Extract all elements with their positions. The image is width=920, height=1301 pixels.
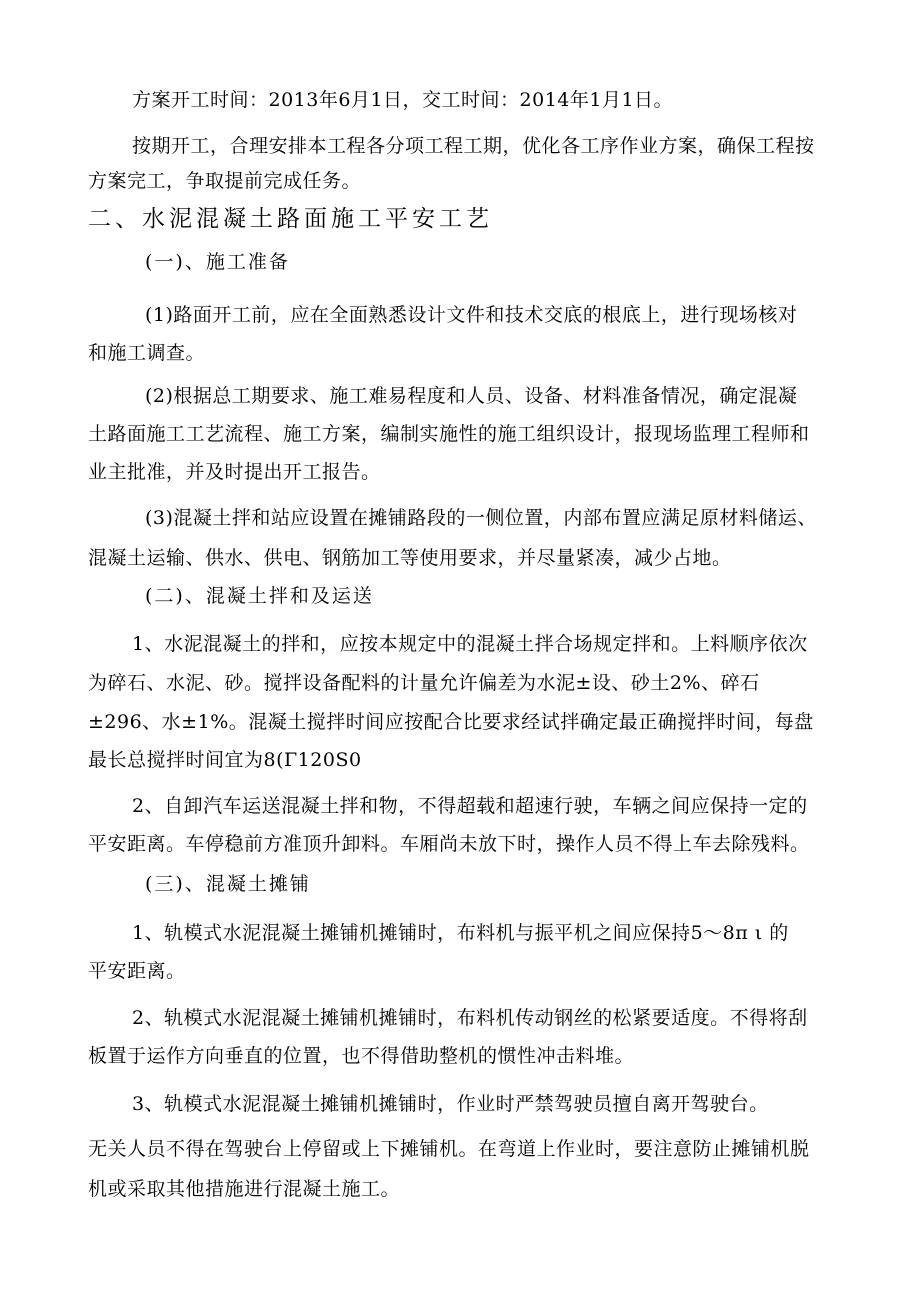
paragraph-line: 平安距离。 [88, 960, 186, 982]
paragraph-line: 2、自卸汽车运送混凝土拌和物，不得超载和超速行驶，车辆之间应保持一定的 [132, 795, 808, 817]
paragraph-line: 板置于运作方向垂直的位置，也不得借助整机的惯性冲击料堆。 [88, 1045, 635, 1067]
paragraph-line: 2、轨模式水泥混凝土摊铺机摊铺时，布料机传动钢丝的松紧要适度。不得将刮 [132, 1007, 808, 1029]
subsection-heading: (一)、施工准备 [145, 251, 290, 273]
paragraph-line: (2)根据总工期要求、施工难易程度和人员、设备、材料准备情况，确定混凝 [145, 385, 798, 407]
subsection-heading: (二)、混凝土拌和及运送 [145, 585, 374, 607]
paragraph-line: 和施工调查。 [88, 342, 206, 364]
paragraph-line: 3、轨模式水泥混凝土摊铺机摊铺时，作业时严禁驾驶员擅自离开驾驶台。 [132, 1093, 769, 1115]
paragraph-line: 机或采取其他措施进行混凝土施工。 [88, 1178, 401, 1200]
paragraph-line: 业主批准，并及时提出开工报告。 [88, 461, 381, 483]
paragraph-line: 1、水泥混凝土的拌和，应按本规定中的混凝土拌合场规定拌和。上料顺序依次 [132, 633, 808, 655]
schedule-line: 方案开工时间：2013年6月1日，交工时间：2014年1月1日。 [132, 89, 674, 111]
paragraph-line: 土路面施工工艺流程、施工方案，编制实施性的施工组织设计，报现场监理工程师和 [88, 423, 810, 445]
section-heading: 二、水泥混凝土路面施工平安工艺 [88, 206, 493, 232]
paragraph-line: ±296、水±1%。混凝土搅拌时间应按配合比要求经试拌确定最正确搅拌时间，每盘 [88, 711, 814, 733]
subsection-heading: (三)、混凝土摊铺 [145, 873, 311, 895]
paragraph-line: 混凝土运输、供水、供电、钢筋加工等使用要求，并尽量紧凑，减少占地。 [88, 547, 732, 569]
paragraph-line: 平安距离。车停稳前方准顶升卸料。车厢尚未放下时，操作人员不得上车去除残料。 [88, 833, 810, 855]
paragraph-line: (1)路面开工前，应在全面熟悉设计文件和技术交底的根底上，进行现场核对 [145, 304, 798, 326]
paragraph-line: 1、轨模式水泥混凝土摊铺机摊铺时，布料机与振平机之间应保持5～8π ι 的 [132, 922, 789, 944]
paragraph-line: (3)混凝土拌和站应设置在摊铺路段的一侧位置，内部布置应满足原材料储运、 [145, 507, 817, 529]
paragraph-line: 无关人员不得在驾驶台上停留或上下摊铺机。在弯道上作业时，要注意防止摊铺机脱 [88, 1138, 810, 1160]
paragraph-line: 方案完工，争取提前完成任务。 [88, 170, 362, 192]
paragraph-line: 为碎石、水泥、砂。搅拌设备配料的计量允许偏差为水泥±设、砂土2%、碎石 [88, 672, 760, 694]
paragraph-line: 按期开工，合理安排本工程各分项工程工期，优化各工序作业方案，确保工程按 [132, 135, 815, 157]
paragraph-line: 最长总搅拌时间宜为8(Γ120S0 [88, 749, 362, 771]
